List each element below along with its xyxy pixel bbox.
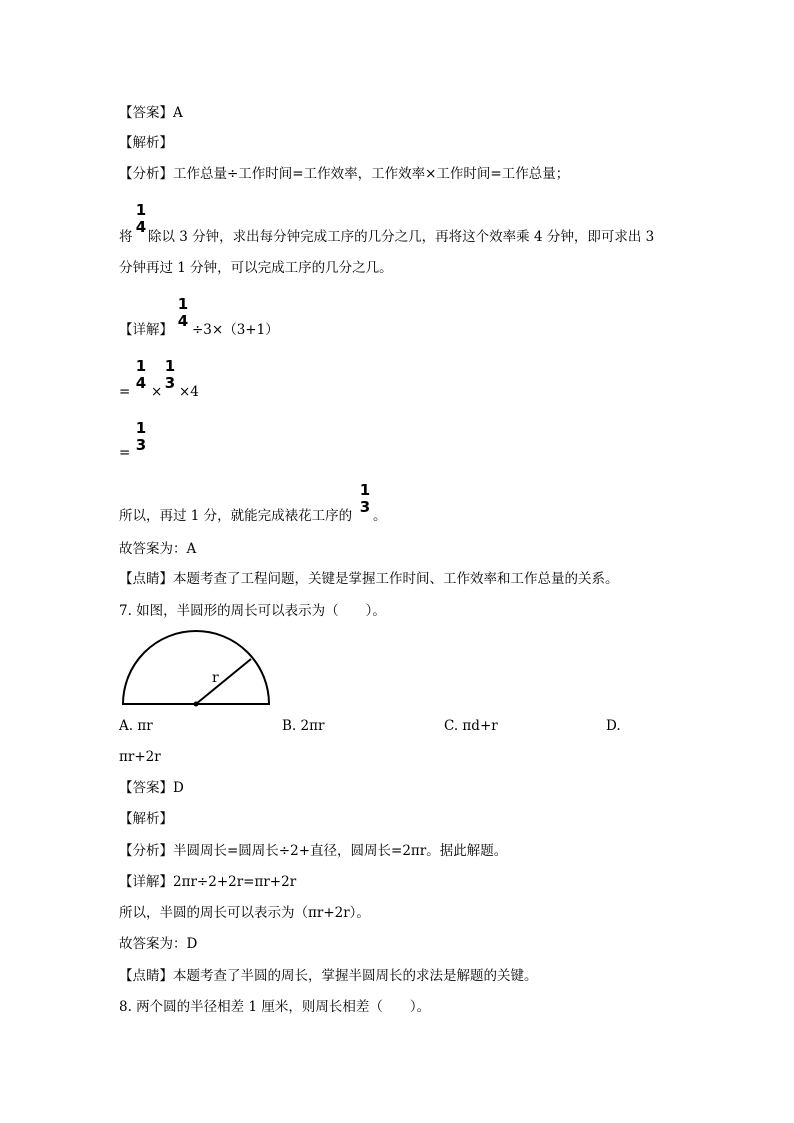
detail-expression: ÷3×（3+1） (192, 322, 279, 338)
fraction-numerator: 1 (164, 357, 176, 375)
analysis-line: 【分析】半圆周长=圆周长÷2+直径，圆周长=2πr。据此解题。 (119, 843, 508, 859)
radius-label: r (212, 670, 219, 686)
analysis-line: 【分析】工作总量÷工作时间=工作效率，工作效率×工作时间=工作总量； (119, 166, 570, 182)
semicircle-figure (118, 630, 274, 710)
conclusion-line: 所以，再过 1 分，就能完成裱花工序的 (119, 508, 353, 524)
times-sign: × (151, 384, 163, 400)
fraction-numerator: 1 (135, 201, 147, 219)
option-b[interactable]: B. 2πr (282, 718, 325, 734)
detail-line: 【详解】2πr÷2+2r=πr+2r (119, 874, 297, 890)
option-a[interactable]: A. πr (119, 718, 153, 734)
comment-line: 【点睛】本题考查了半圆的周长，掌握半圆周长的求法是解题的关键。 (119, 968, 538, 984)
fraction-denominator: 3 (135, 436, 147, 454)
equals-sign: = (119, 384, 131, 400)
expression-tail: ×4 (179, 384, 199, 400)
final-answer: 故答案为：A (119, 541, 197, 557)
question-7-text: 7. 如图，半圆形的周长可以表示为（ ）。 (119, 603, 386, 619)
analysis-line: 除以 3 分钟，求出每分钟完成工序的几分之几，再将这个效率乘 4 分钟，即可求出 3 (148, 229, 655, 245)
analysis-heading: 【解析】 (119, 811, 173, 827)
answer-line: 【答案】D (119, 780, 184, 796)
comment-line: 【点睛】本题考查了工程问题，关键是掌握工作时间、工作效率和工作总量的关系。 (119, 571, 619, 587)
fraction-denominator: 3 (164, 374, 176, 392)
option-c[interactable]: C. πd+r (444, 718, 498, 734)
fraction-denominator: 4 (135, 218, 147, 236)
fraction-numerator: 1 (135, 357, 147, 375)
fraction-denominator: 4 (135, 374, 147, 392)
conclusion-end: 。 (373, 508, 387, 524)
conclusion-line: 所以，半圆的周长可以表示为（πr+2r）。 (119, 905, 370, 921)
option-d-content: πr+2r (119, 749, 161, 765)
fraction-numerator: 1 (177, 295, 189, 313)
question-8-text: 8. 两个圆的半径相差 1 厘米，则周长相差（ ）。 (119, 999, 431, 1015)
detail-label: 【详解】 (119, 322, 173, 338)
fraction-denominator: 3 (359, 498, 371, 516)
equals-sign: = (119, 445, 131, 461)
analysis-heading: 【解析】 (119, 135, 173, 151)
option-d[interactable]: D. (606, 718, 621, 734)
fraction-numerator: 1 (135, 419, 147, 437)
analysis-line-prefix: 将 (119, 229, 133, 245)
analysis-line: 分钟再过 1 分钟，可以完成工序的几分之几。 (119, 260, 393, 276)
fraction-numerator: 1 (359, 481, 371, 499)
fraction-denominator: 4 (177, 312, 189, 330)
answer-line: 【答案】A (119, 105, 183, 121)
final-answer: 故答案为：D (119, 936, 198, 952)
